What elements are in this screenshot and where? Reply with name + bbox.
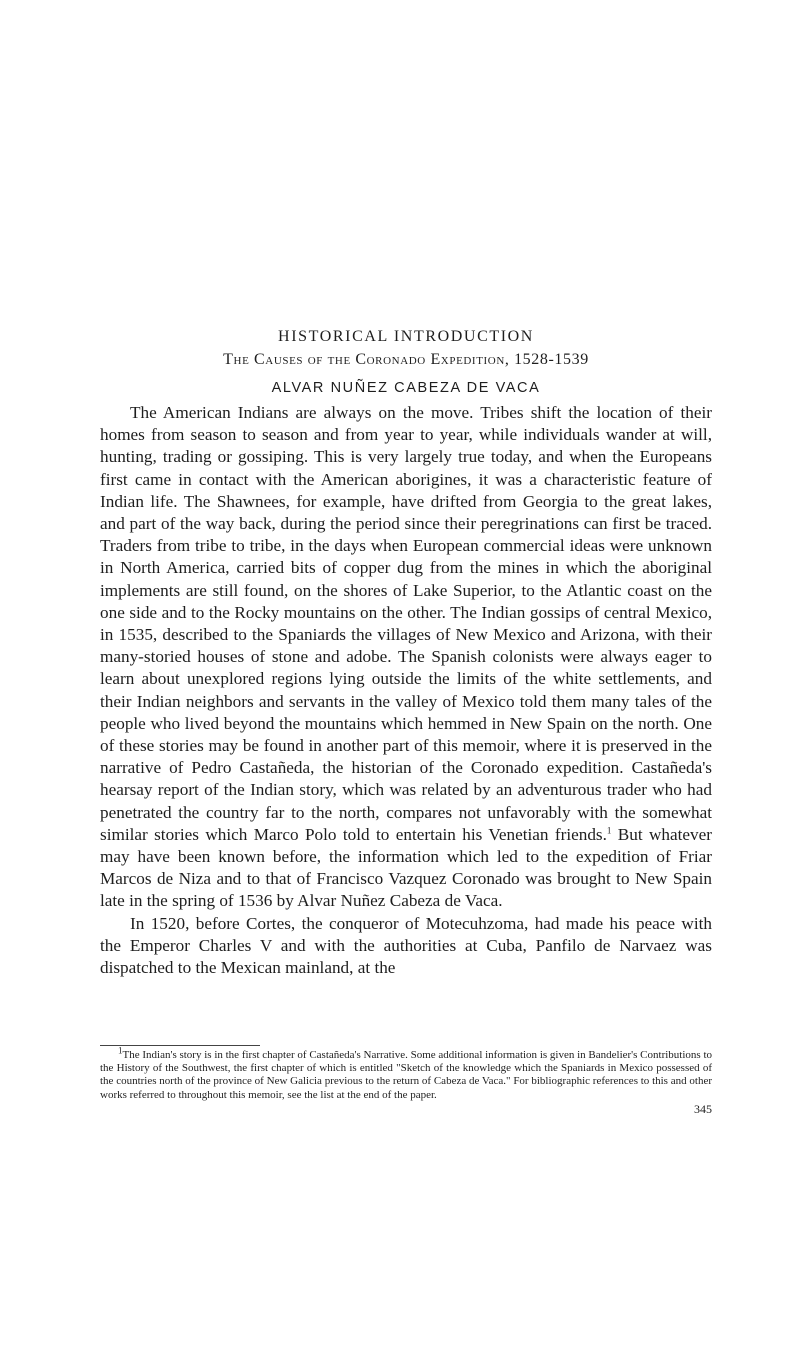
running-head: HISTORICAL INTRODUCTION [278,328,534,345]
paragraph-1-continuation: But whatever may have been known before, the information which led to the expedition of Friar Marcos de Niza and to that of Francisco Vazquez Coronado was brought to New Spain late in the spring of 1536 by Alvar Nuñez Cabeza de Vaca. [100,824,712,911]
chapter-title: The Causes of the Coronado Expedition, 1528-1539 [223,351,589,368]
section-title: ALVAR NUÑEZ CABEZA DE VACA [271,380,541,396]
paragraph-2: In 1520, before Cortes, the conqueror of Motecuhzoma, had made his peace with the Emperor Charles V and with the authorities at Cuba, Panfilo de Narvaez was dispatched to the Mexican mainland, at the [100,913,712,978]
paragraph-1 [100,402,712,913]
page-number: 345 [694,1102,712,1116]
footnote-text: The Indian's story is in the first chapter of Castañeda's Narrative. Some additional information is given in Bandelier's Contributions to the History of the Southwest, the first chapter of which is entitled "Sketch of the knowledge which the Spaniards in Mexico possessed of the countries north of the province of New Galicia previous to the return of Cabeza de Vaca." For bibliographic references to this and other works referred to throughout this memoir, see the list at the end of the paper. [100,1049,712,1101]
footnote-reference: 1 [606,825,612,836]
body-text [100,402,712,979]
paragraph-1-text: The American Indians are always on the move. Tribes shift the location of their homes from season to season and from year to year, while individuals wander at will, hunting, trading or gossiping. This is very largely true today, and when the Europeans first came in contact with the American aborigines, it was a characteristic feature of Indian life. The Shawnees, for example, have drifted from Georgia to the great lakes, and part of the way back, during the period since their peregrinations can first be traced. Traders from tribe to tribe, in the days when European commercial ideas were unknown in North America, carried bits of copper dug from the mines in which the aboriginal implements are still found, on the shores of Lake Superior, to the Atlantic coast on the one side and to the Rocky mountains on the other. The Indian gossips of central Mexico, in 1535, described to the Spaniards the villages of New Mexico and Arizona, with their many-storied houses of stone and adobe. The Spanish colonists were always eager to learn about unexplored regions lying outside the limits of the white settlements, and their Indian neighbors and servants in the valley of Mexico told them many tales of the people who lived beyond the mountains which hemmed in New Spain on the north. One of these stories may be found in another part of this memoir, where it is preserved in the narrative of Pedro Castañeda, the historian of the Coronado expedition. Castañeda's hearsay report of the Indian story, which was related by an adventurous trader who had penetrated the country far to the north, compares not unfavorably with the somewhat similar stories which Marco Polo told to entertain his Venetian friends. [100,403,712,844]
footnote-rule [100,1045,260,1046]
footnote [100,1045,712,1102]
footnote-marker: 1 [118,1045,123,1056]
